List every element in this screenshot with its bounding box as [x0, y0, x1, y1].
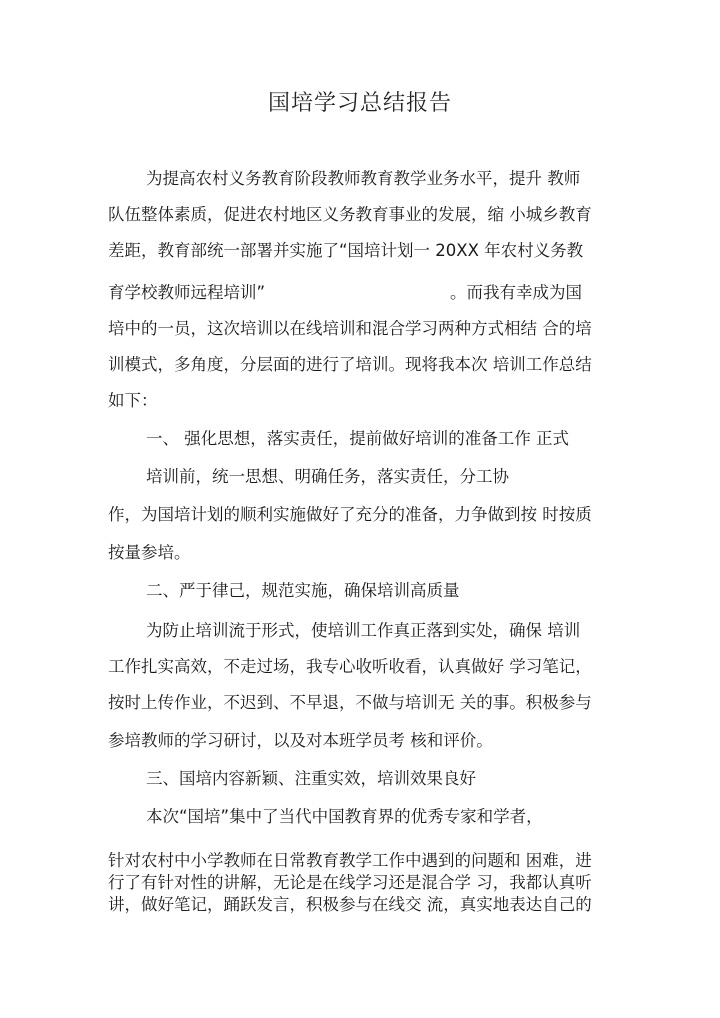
paragraph-line: 行了有针对性的讲解，无论是在线学习还是混合学 习，我都认真听: [108, 873, 592, 892]
paragraph-line: 本次“国培”集中了当代中国教育界的优秀专家和学者，: [146, 807, 543, 826]
paragraph-line: 。而我有幸成为国: [450, 283, 582, 302]
paragraph-line: 育学校教师远程培训”: [108, 283, 266, 302]
paragraph-line: 训模式，多角度，分层面的进行了培训。现将我本次 培训工作总结: [108, 355, 592, 374]
paragraph-line: 为防止培训流于形式，使培训工作真正落到实处，确保 培训: [146, 621, 581, 640]
paragraph-line: 参培教师的学习研讨，以及对本班学员考 核和评价。: [108, 731, 493, 750]
paragraph-line: 培训前，统一思想、明确任务，落实责任，分工协: [146, 467, 509, 486]
section-heading: 三、国培内容新颖、注重实效，培训效果良好: [146, 769, 476, 788]
paragraph-line: 工作扎实高效，不走过场，我专心收听收看，认真做好 学习笔记，: [108, 657, 592, 676]
document-title: 国培学习总结报告: [267, 91, 452, 116]
paragraph-line: 按量参培。: [108, 543, 191, 562]
paragraph-line: 培中的一员，这次培训以在线培训和混合学习两种方式相结 合的培: [108, 319, 592, 338]
paragraph-line: 按时上传作业，不迟到、不早退，不做与培训无 关的事。积极参与: [108, 693, 592, 712]
paragraph-line: 作，为国培计划的顺利实施做好了充分的准备，力争做到按 时按质: [108, 505, 592, 524]
section-heading: 一、 强化思想，落实责任，提前做好培训的准备工作 正式: [146, 429, 569, 448]
paragraph-line: 针对农村中小学教师在日常教育教学工作中遇到的问题和 困难，进: [108, 851, 592, 870]
paragraph-line: 差距，教育部统一部署并实施了“国培计划一 20XX 年农村义务教: [108, 241, 584, 260]
section-heading: 二、严于律己，规范实施，确保培训高质量: [146, 581, 460, 600]
paragraph-line: 讲，做好笔记，踊跃发言，积极参与在线交 流，真实地表达自己的: [108, 895, 592, 914]
paragraph-line: 队伍整体素质，促进农村地区义务教育事业的发展，缩 小城乡教育: [108, 205, 592, 224]
paragraph-line: 为提高农村义务教育阶段教师教育教学业务水平，提升 教师: [146, 169, 581, 188]
paragraph-line: 如下：: [108, 391, 158, 410]
